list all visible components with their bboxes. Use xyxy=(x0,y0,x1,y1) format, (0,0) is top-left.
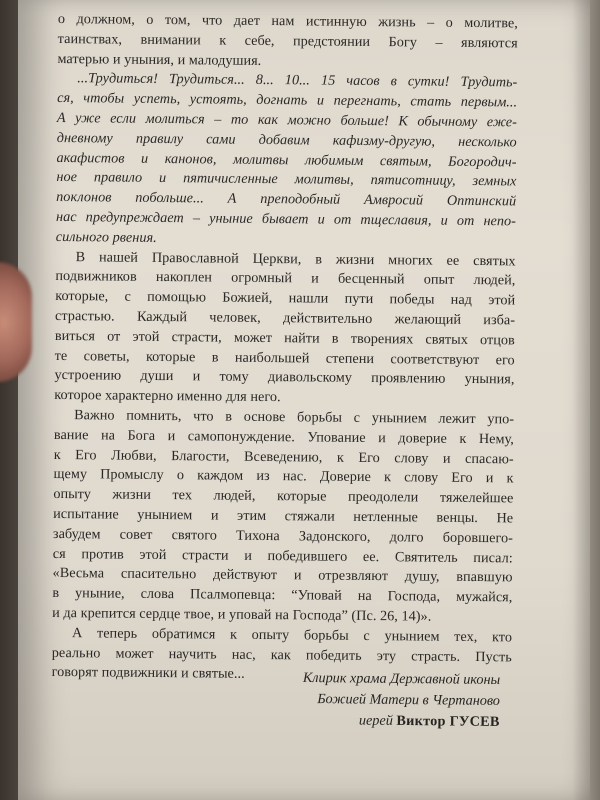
text-line: Важно помнить, что в основе борьбы с унынием лежит упо- xyxy=(74,407,515,428)
text-line: вание на Бога и самопонуждение. Упование и доверие к Нему, xyxy=(53,426,514,448)
signature-name: Виктор ГУСЕВ xyxy=(396,712,500,730)
signature-title: иерей xyxy=(358,712,393,729)
text-line: которое характерно именно для него. xyxy=(54,387,281,406)
text-line: виться от этой страсти, может найти в творениях святых отцов xyxy=(54,327,515,349)
text-line: забудем совет святого Тихона Задонского, долго боровшего- xyxy=(52,525,514,547)
paragraph-3 xyxy=(54,248,515,411)
text-line: сильного рвения. xyxy=(55,228,157,246)
text-line: устроению души и тому диавольскому проявлению уныния, xyxy=(54,367,515,388)
text-line: испытание унынием и этим стяжали нетленные венцы. Не xyxy=(53,505,514,527)
text-line: ся, чтобы успеть, устоять, догнать и перегнать, стать первым... xyxy=(57,90,518,111)
signature-line-2: Божией Матери в Чертаново xyxy=(316,691,500,709)
text-line: таинствах, внимании к себе, предстоянии Богу – являются xyxy=(57,30,518,52)
text-line: акафистов и канонов, молитвы любимым святым, Богородич- xyxy=(56,149,517,170)
text-line: те советы, которые в наибольшей степени соответствуют его xyxy=(54,347,515,368)
text-line: к Его Любви, Благости, Всеведению, к Его слову и спасаю- xyxy=(53,446,514,467)
text-line: подвижников накоплен огромный и бесценный опыт людей, xyxy=(55,268,516,289)
text-line: поклонов побольше... А преподобный Амвросий Оптинский xyxy=(56,189,517,210)
text-line: А уже если молиться – то как можно больше! К обычному еже- xyxy=(56,109,518,131)
text-line: говорят подвижники и святые... xyxy=(51,664,245,683)
text-line: опыту жизни тех людей, которые преодолели тяжелейшее xyxy=(53,486,514,507)
signature-line-1: Клирик храма Державной иконы xyxy=(302,669,500,688)
text-line: «Весьма спасительно действуют и отрезвляют душу, впавшую xyxy=(52,565,513,586)
text-line: о должном, о том, что дает нам истинную жизнь – о молитве, xyxy=(57,10,518,32)
text-line: матерью и уныния, и малодушия. xyxy=(57,50,262,69)
finger-holding-page xyxy=(0,262,32,382)
signature-line-3 xyxy=(302,710,499,733)
text-line: и да крепится сердце твое, и уповай на Господа” (Пс. 26, 14)». xyxy=(52,604,432,625)
text-line: которые, с помощью Божией, нашли пути победы над этой xyxy=(55,288,516,309)
text-line: щему Промыслу о каждом из нас. Доверие к слову Его и к xyxy=(53,466,514,487)
text-line: реально может научить нас, как победить эту страсть. Пусть xyxy=(51,644,512,665)
page-edge-shadow xyxy=(572,0,600,800)
text-line: нас предупреждает – уныние бывает и от тщеславия, и от непо- xyxy=(55,208,517,230)
text-line: В нашей Православной Церкви, в жизни многих ее святых xyxy=(75,248,516,269)
text-line: ся против этой страсти и победившего ее. Святитель писал: xyxy=(52,545,513,566)
body-text xyxy=(52,10,518,687)
text-line: ное правило и пятичисленные молитвы, пятисотницу, земных xyxy=(56,169,517,190)
text-line: ...Трудиться! Трудиться... 8... 10... 15 часов в сутки! Трудить- xyxy=(77,70,518,91)
text-line: страстью. Каждый человек, действительно желающий изба- xyxy=(54,307,516,329)
paragraph-2 xyxy=(56,69,518,252)
text-line: дневному правилу сами добавим кафизму-другую, несколько xyxy=(56,129,517,151)
author-signature xyxy=(302,668,500,733)
paragraph-4 xyxy=(52,406,514,628)
text-line: А теперь обратимся к опыту борьбы с унынием тех, кто xyxy=(71,624,513,646)
text-line: в уныние, слова Псалмопевца: “Уповай на Господа, мужайся, xyxy=(52,585,513,606)
paragraph-1 xyxy=(57,10,518,74)
